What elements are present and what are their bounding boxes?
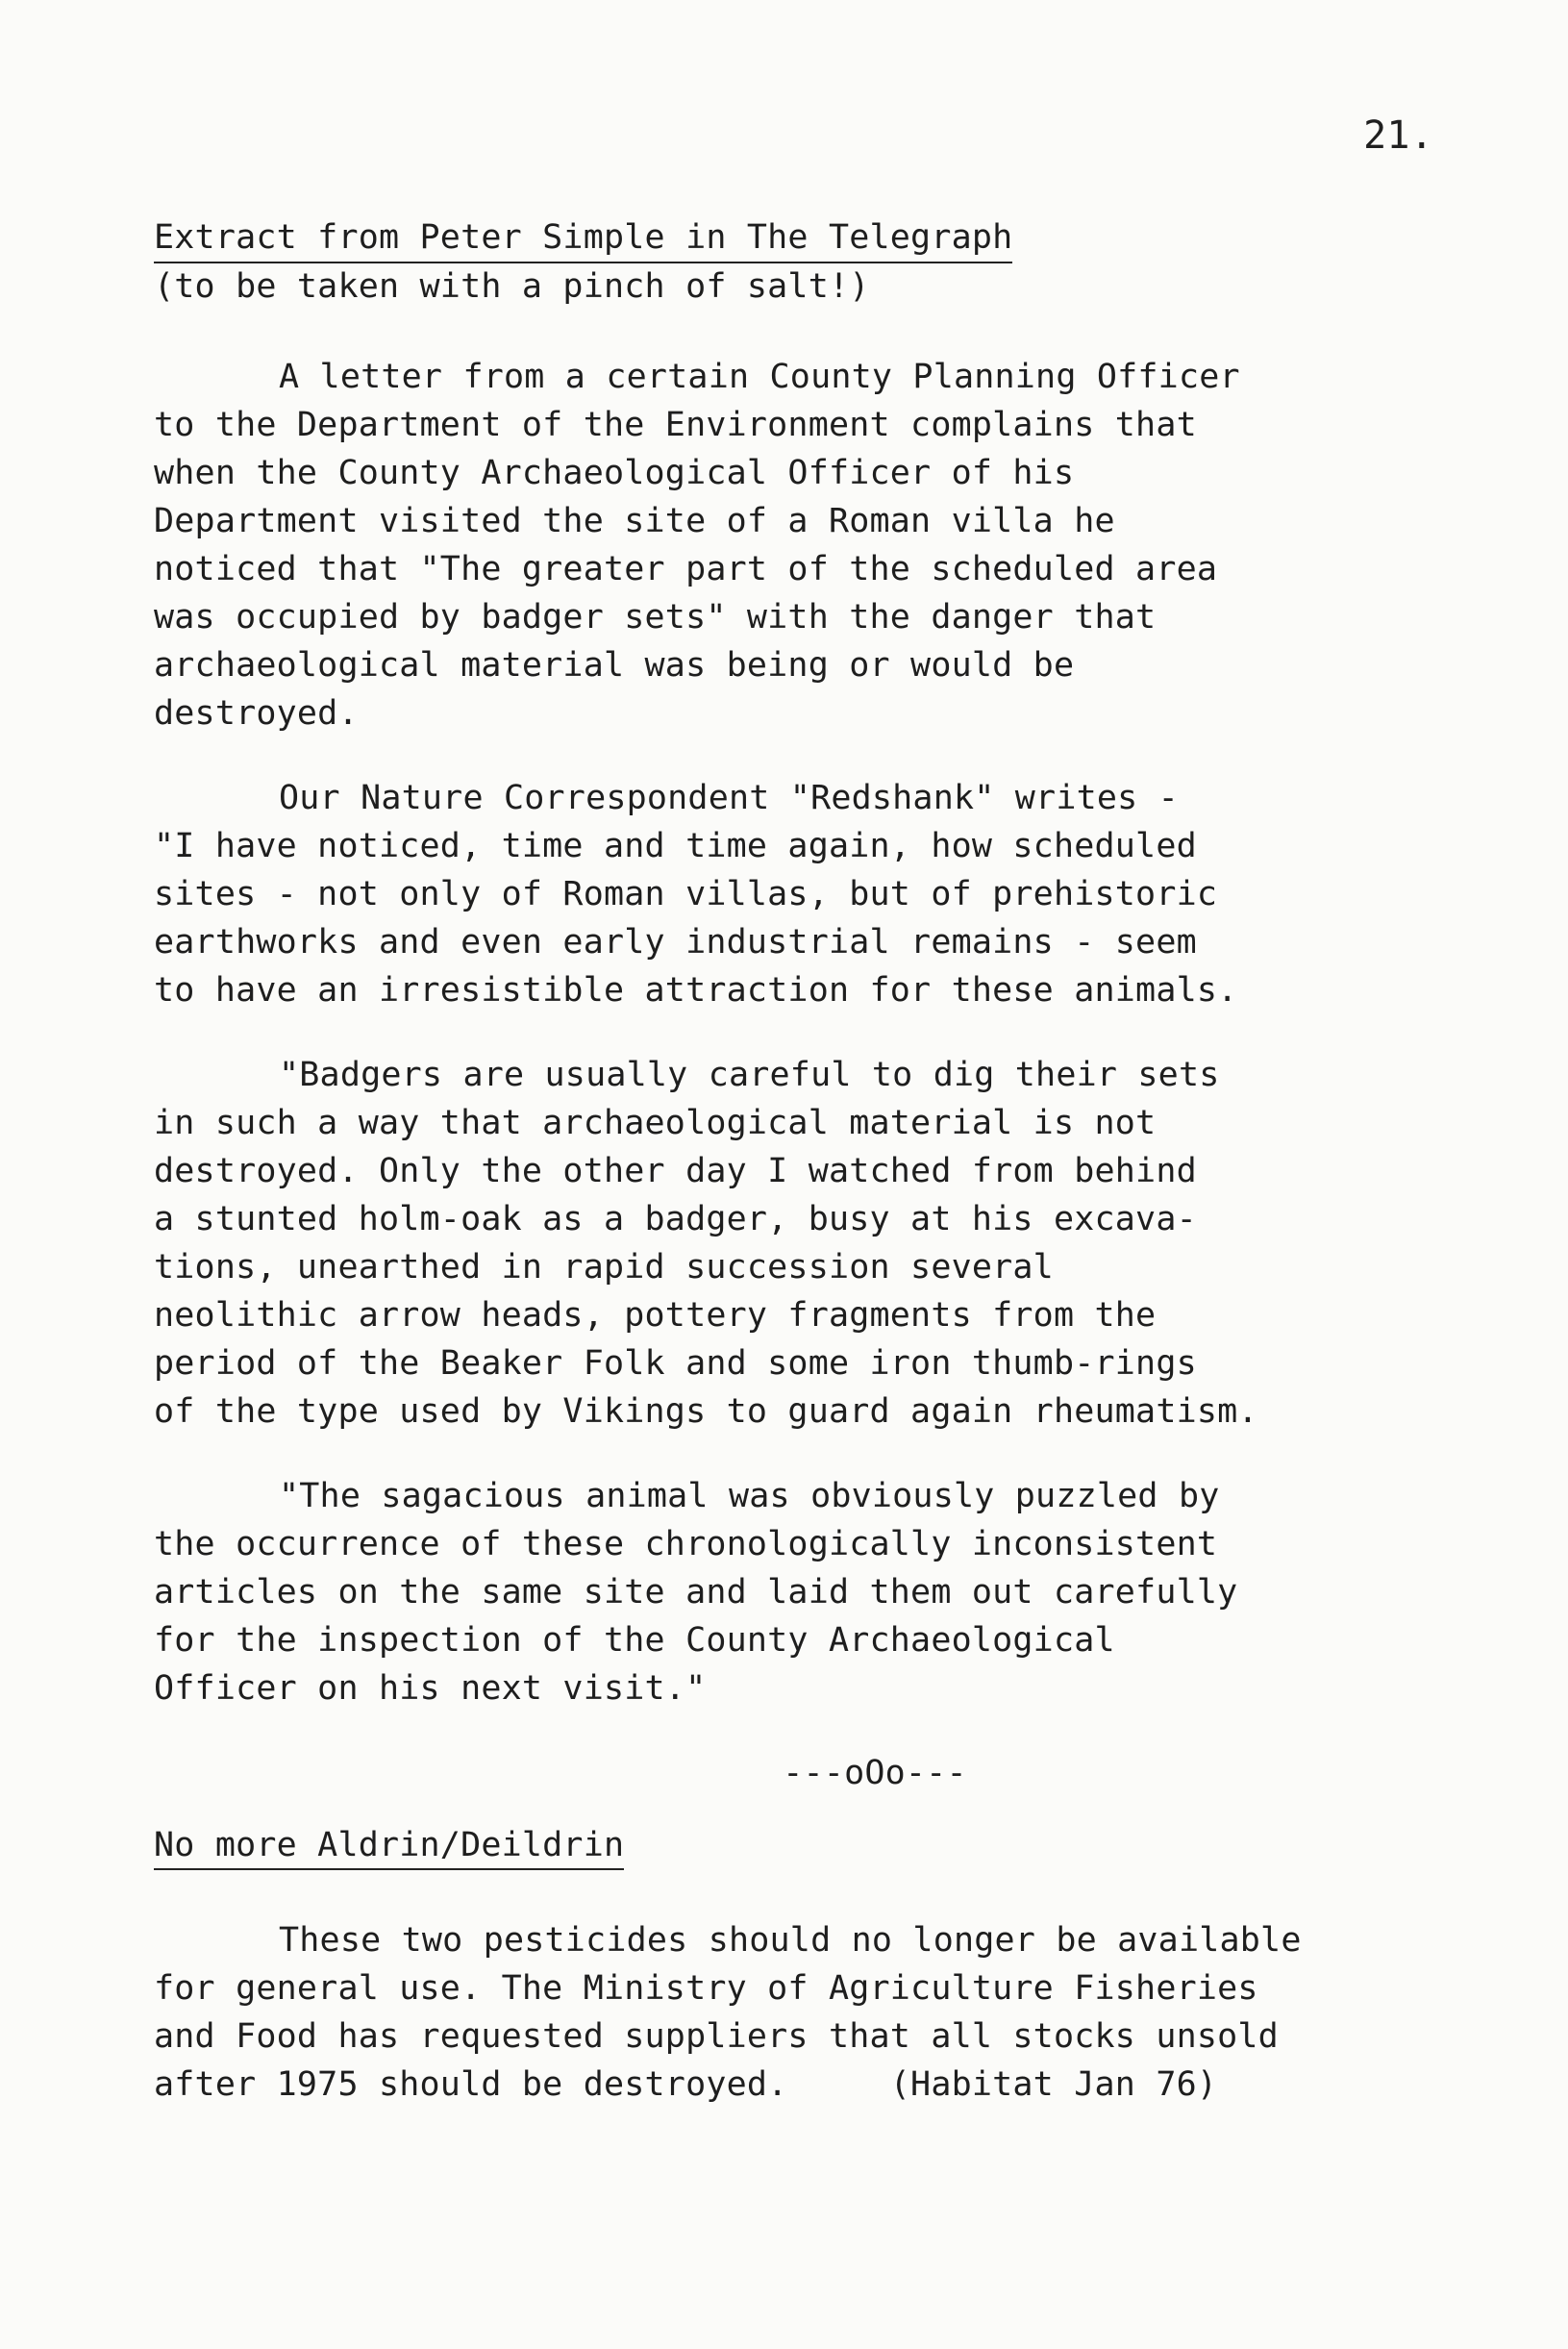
text-line: for general use. The Ministry of Agriculture Fisheries	[154, 1969, 1258, 2008]
text-line: sites - not only of Roman villas, but of prehistoric	[154, 875, 1218, 913]
text-line: Our Nature Correspondent "Redshank" writes -	[279, 779, 1179, 817]
text-line: the occurrence of these chronologically inconsistent	[154, 1525, 1218, 1563]
paragraph-2	[154, 774, 1481, 1014]
text-line: "Badgers are usually careful to dig their sets	[279, 1056, 1220, 1094]
text-line: earthworks and even early industrial remains - seem	[154, 923, 1197, 962]
paragraph-3	[154, 1051, 1481, 1436]
text-line: neolithic arrow heads, pottery fragments from the	[154, 1296, 1157, 1335]
page-content	[154, 213, 1481, 2109]
article-subtitle: (to be taken with a pinch of salt!)	[154, 267, 870, 306]
text-line: to have an irresistible attraction for these animals.	[154, 971, 1238, 1010]
text-line: A letter from a certain County Planning Officer	[279, 358, 1240, 396]
text-line: destroyed. Only the other day I watched from behind	[154, 1152, 1197, 1190]
text-line: for the inspection of the County Archaeological	[154, 1621, 1115, 1660]
paragraph-4	[154, 1472, 1481, 1712]
section-separator: ---oOo---	[783, 1754, 967, 1792]
text-line: a stunted holm-oak as a badger, busy at his excava-	[154, 1200, 1197, 1238]
text-line: Department visited the site of a Roman villa he	[154, 502, 1115, 540]
text-line: These two pesticides should no longer be available	[279, 1921, 1302, 1960]
text-line: tions, unearthed in rapid succession several	[154, 1248, 1054, 1287]
paragraph-5	[154, 1916, 1481, 2109]
section-heading: No more Aldrin/Deildrin	[154, 1822, 624, 1870]
page-number: 21.	[1363, 113, 1433, 158]
text-line: after 1975 should be destroyed. (Habitat Jan 76)	[154, 2065, 1218, 2104]
text-line: destroyed.	[154, 694, 359, 733]
text-line: and Food has requested suppliers that all stocks unsold	[154, 2017, 1279, 2056]
text-line: in such a way that archaeological material is not	[154, 1104, 1157, 1142]
text-line: to the Department of the Environment complains that	[154, 406, 1197, 444]
text-line: of the type used by Vikings to guard again rheumatism.	[154, 1392, 1258, 1431]
text-line: period of the Beaker Folk and some iron thumb-rings	[154, 1344, 1197, 1383]
text-line: was occupied by badger sets" with the danger that	[154, 598, 1157, 637]
text-line: noticed that "The greater part of the scheduled area	[154, 550, 1218, 588]
text-line: when the County Archaeological Officer of his	[154, 454, 1075, 492]
text-line: archaeological material was being or would be	[154, 646, 1075, 685]
text-line: articles on the same site and laid them out carefully	[154, 1573, 1238, 1612]
text-line: "I have noticed, time and time again, how scheduled	[154, 827, 1197, 865]
text-line: Officer on his next visit."	[154, 1669, 707, 1708]
article-title: Extract from Peter Simple in The Telegraph	[154, 213, 1012, 263]
text-line: "The sagacious animal was obviously puzzled by	[279, 1477, 1220, 1515]
paragraph-1	[154, 353, 1481, 737]
